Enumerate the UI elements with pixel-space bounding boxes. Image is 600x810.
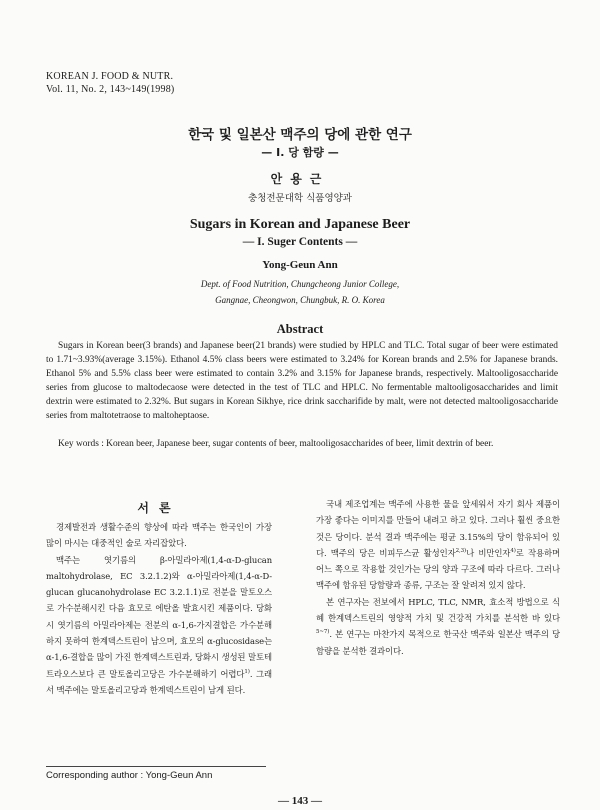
- page-number: — 143 —: [278, 795, 322, 807]
- english-author: Yong-Geun Ann: [262, 259, 338, 271]
- paragraph: [46, 552, 272, 699]
- paragraph: [316, 594, 560, 659]
- korean-affiliation: 충청전문대학 식품영양과: [248, 193, 352, 204]
- citation-ref: 5~7): [316, 629, 330, 636]
- right-column: [316, 496, 560, 659]
- paragraph-text: . 본 연구는 마찬가지 목적으로 한국산 맥주와 일본산 맥주의 당함량을 분석한 결과이다.: [316, 629, 560, 656]
- paragraph-text: 맥주는 엿기름의 β-아밀라아제(1,4-α-D-glucan maltohydrolase, EC 3.2.1.2)와 α-아밀라아제(1,4-α-D-glucan glucanohydrolase EC 3.2.1.1)로 전분을 말토오스로 가수분해시킨 다음 효모로 에탄올 발효시킨 제품이다. 당화시 엿기름의 아밀라아제는 전분의 α-1,6-가지결합은 가수분해하지 못하여 한계덱스트린이 남으며, 효모의 α-glucosidase는 α-1,6-결합을 많이 가진 한계덱스트린과, 당화시 생성된 말토테트라오스보다 큰 말토올리고당은 가수분해하기 어렵다: [46, 554, 272, 679]
- english-affiliation-line1: Dept. of Food Nutrition, Chungcheong Junior College,: [200, 279, 400, 289]
- citation-ref: 4): [510, 548, 516, 555]
- journal-volume: Vol. 11, No. 2, 143~149(1998): [46, 84, 175, 95]
- footnote-divider: [46, 766, 266, 767]
- paragraph: [316, 496, 560, 594]
- paragraph-text: . 그래서 맥주에는 말토올리고당과 한계덱스트린이 남게 된다.: [46, 668, 272, 695]
- paragraph-text: 나 비만인자: [466, 547, 511, 558]
- citation-ref: 1): [244, 668, 250, 675]
- citation-ref: 2,3): [455, 548, 467, 555]
- paragraph: 경제발전과 생활수준의 향상에 따라 맥주는 한국인이 가장 많이 마시는 대중적인 술로 자리잡았다.: [46, 522, 272, 549]
- journal-header: [46, 70, 174, 96]
- english-subtitle: — I. Suger Contents —: [242, 236, 358, 248]
- abstract-body: Sugars in Korean beer(3 brands) and Japanese beer(21 brands) were studied by HPLC and TLC. Total sugar of beer were estimated to 1.71~3.93%(average 3.15%). Ethanol 4.5% class beers were estimated to 3.24% for Korean brands and 2.5% for Japanese brands. Ethanol 5% and 5.5% class beer were estimated to contain 3.2% and 3.15% for Japanese brands, respectively. Maltooligosaccharide series from glucose to maltodecaose were detected in the test of TLC and HPLC. No fermentable maltooligosaccharides and limit dextrin were estimated to 2.32%. But sugars in Korean Sikhye, rice drink saccharifide by malt, were not detected maltooligosaccharide series from maltotetraose to maltoheptaose.: [46, 341, 558, 422]
- paragraph-text: 본 연구자는 전보에서 HPLC, TLC, NMR, 효소적 방법으로 식혜 한계덱스트린의 영양적 가치 및 건강적 가치를 분석한 바 있다: [316, 596, 560, 624]
- korean-title: 한국 및 일본산 맥주의 당에 관한 연구: [188, 127, 412, 143]
- keywords: Key words : Korean beer, Japanese beer, sugar contents of beer, maltooligosaccharides of beer, limit dextrin of beer.: [58, 439, 494, 449]
- paragraph-text: 국내 제조업계는 맥주에 사용한 물을 앞세워서 자기 회사 제품이 가장 좋다는 이미지를 만들어 내려고 하고 있다. 그러나 훨씬 중요한 것은 당이다. 분석 결과 맥주에는 평균 3.15%의 당이 함유되어 있다. 맥주의 당은 비피두스균 활성인자: [316, 499, 560, 558]
- abstract-heading: Abstract: [276, 322, 324, 336]
- english-title: Sugars in Korean and Japanese Beer: [189, 217, 411, 232]
- english-affiliation-line2: Gangnae, Cheongwon, Chungbuk, R. O. Korea: [215, 295, 385, 305]
- section-heading-introduction: 서론: [137, 501, 181, 515]
- corresponding-author-footnote: Corresponding author : Yong-Geun Ann: [46, 770, 213, 781]
- journal-name: KOREAN J. FOOD & NUTR.: [46, 71, 174, 82]
- korean-subtitle: — I. 당 함량 —: [261, 146, 339, 159]
- paragraph-text: 로 작용하며 어느 쪽으로 작용할 것인가는 당의 양과 구조에 따라 다르다. 그러나 맥주에 함유된 당함량과 종류, 구조는 잘 알려져 있지 않다.: [316, 547, 561, 591]
- left-column: [46, 519, 272, 698]
- korean-author: 안용근: [270, 172, 330, 186]
